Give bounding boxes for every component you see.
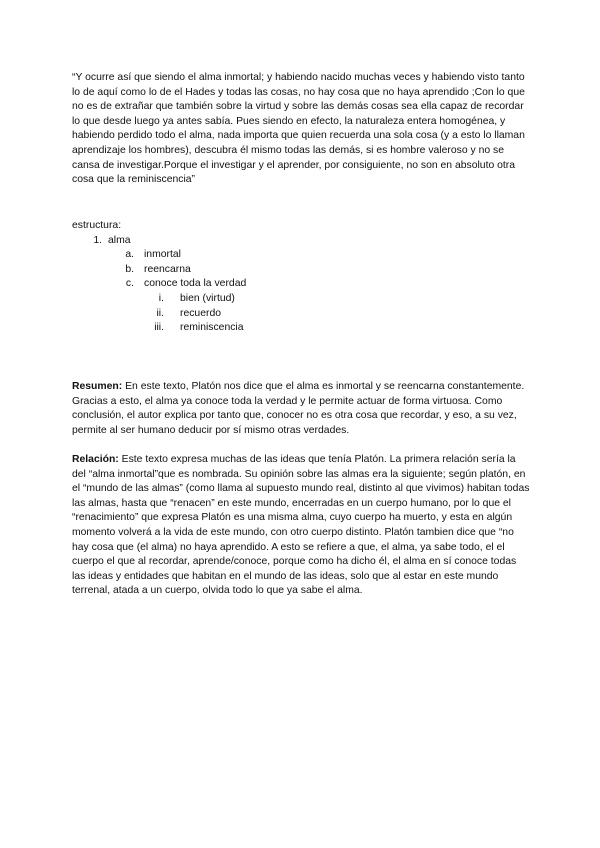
list-item-text: recuerdo [180,307,222,319]
list-item [72,263,532,278]
list-item-text: conoce toda la verdad [144,278,247,290]
list-item-text: reencarna [144,263,191,275]
relation-paragraph [72,453,532,599]
relation-label: Relación: [72,454,119,465]
list-item [72,321,532,336]
list-item-text: reminiscencia [180,322,244,334]
list-item [72,277,532,292]
list-marker: ii. [156,307,164,319]
structure-title: estructura: [72,220,122,231]
list-marker: iii. [154,322,164,334]
summary-text: En este texto, Platón nos dice que el alma es inmortal y se reencarna constantemente. Gracias a esto, el alma ya conoce toda la verdad y le permite actuar de forma virtuosa. Como conclusión, el autor explica por tanto que, conocer no es otra cosa que recordar, y eso, a su vez, permite al ser humano deducir por sí mismo otras verdades. [72,381,525,436]
structure-section [72,219,532,336]
quote-paragraph: “Y ocurre así que siendo el alma inmortal; y habiendo nacido muchas veces y habiendo visto tanto lo de aquí como lo de el Hades y todas las cosas, no hay cosa que no haya aprendido ;Con lo que no es de extrañar que también sobre la virtud y sobre las demás cosas sea ella capaz de recordar lo que desde luego ya antes sabía. Pues siendo en efecto, la naturaleza entera homogénea, y habiendo perdido todo el alma, nada importa que quien recuerda una sola cosa (y a esto lo llaman aprendizaje los hombres), descubra él mismo todas las demás, si es hombre valeroso y no se cansa de investigar.Porque el investigar y el aprender, por consiguiente, no son en absoluto otra cosa que la reminiscencia” [72,72,525,186]
list-item [72,292,532,307]
summary-label: Resumen: [72,381,123,392]
list-marker: b. [125,263,134,275]
list-marker: i. [158,292,164,304]
list-item-text: alma [108,234,131,246]
list-item [72,248,532,263]
list-marker: c. [125,278,134,290]
list-item [72,307,532,322]
summary-paragraph [72,380,532,438]
list-item-text: bien (virtud) [180,292,235,304]
list-marker: 1. [93,234,102,246]
list-item-text: inmortal [144,249,181,261]
list-marker: a. [125,249,134,261]
relation-text: Este texto expresa muchas de las ideas que tenía Platón. La primera relación sería la del “alma inmortal”que es nombrada. Su opinión sobre las almas era la siguiente; según platón, en el “mundo de las almas” (como llama al supuesto mundo real, distinto al que vivimos) habitan todas las almas, hasta que “renacen” en este mundo, encerradas en un cuerpo humano, por lo que el “renacimiento” que expresa Platón es una misma alma, cuyo cuerpo ha muerto, y esta en algún momento volverá a la vida de este mundo, con otro cuerpo distinto. Platón tambien dice que “no hay cosa que (el alma) no haya aprendido. A esto se refiere a que, el alma, ya sabe todo, el el cuerpo el que al recordar, aprende/conoce, porque como ha dicho él, el alma en sí conoce todas las ideas y entidades que habitan en el mundo de las ideas, solo que al estar en este mundo terrenal, atada a un cuerpo, olvida todo lo que ya sabe el alma. [72,454,530,597]
list-item [72,234,532,249]
